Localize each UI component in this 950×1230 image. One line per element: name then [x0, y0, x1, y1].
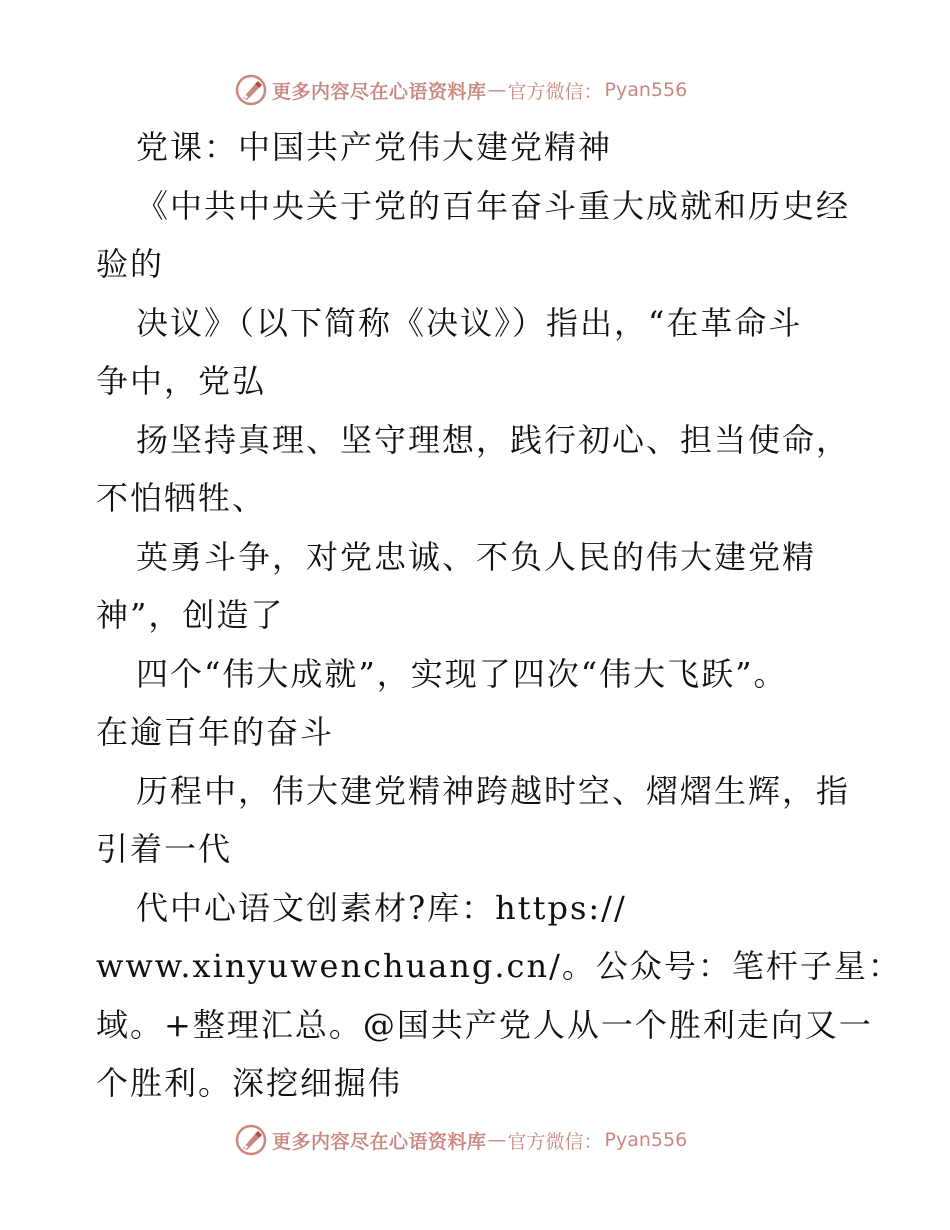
- watermark-label: 官方微信：: [507, 80, 603, 103]
- body-line: 英勇斗争，对党忠诚、不负人民的伟大建党精: [136, 537, 817, 576]
- body-line: 域。+整理汇总。@国共产党人从一个胜利走向又一: [96, 1005, 873, 1044]
- body-line: 引着一代: [96, 830, 233, 868]
- header-watermark: [234, 72, 687, 108]
- pen-logo-icon: [234, 73, 268, 107]
- body-line: 扬坚持真理、坚守理想，践行初心、担当使命，: [136, 420, 851, 459]
- footer-watermark: [234, 1122, 687, 1158]
- body-line: 个胜利。深挖细掘伟: [96, 1064, 403, 1102]
- watermark-handle: Pyan556: [604, 1129, 688, 1151]
- watermark-brand: 更多内容尽在心语资料库: [272, 1130, 487, 1153]
- body-line: 四个“伟大成就”，实现了四次“伟大飞跃”。: [136, 654, 788, 693]
- body-line: 《中共中央关于党的百年奋斗重大成就和历史经: [136, 186, 851, 225]
- watermark-label: 官方微信：: [507, 1130, 603, 1153]
- pen-logo-icon: [234, 1123, 268, 1157]
- body-line: 在逾百年的奋斗: [96, 713, 335, 751]
- document-body: [96, 118, 902, 1113]
- body-line: www.xinyuwenchuang.cn/。公众号：笔杆子星：: [96, 947, 902, 985]
- body-line: 争中，党弘: [96, 362, 267, 400]
- watermark-dash: —: [487, 1129, 507, 1151]
- body-line: 代中心语文创素材?库：https://: [136, 888, 627, 927]
- body-line: 历程中，伟大建党精神跨越时空、熠熠生辉，指: [136, 771, 851, 810]
- body-line: 不怕牺牲、: [96, 479, 267, 517]
- document-title: 党课：中国共产党伟大建党精神: [136, 128, 613, 166]
- watermark-brand: 更多内容尽在心语资料库: [272, 80, 487, 103]
- body-line: 神”，创造了: [96, 596, 285, 634]
- body-line: 决议》（以下简称《决议》）指出，“在革命斗: [136, 303, 803, 342]
- watermark-handle: Pyan556: [604, 79, 688, 101]
- watermark-dash: —: [487, 79, 507, 101]
- body-line: 验的: [96, 245, 165, 283]
